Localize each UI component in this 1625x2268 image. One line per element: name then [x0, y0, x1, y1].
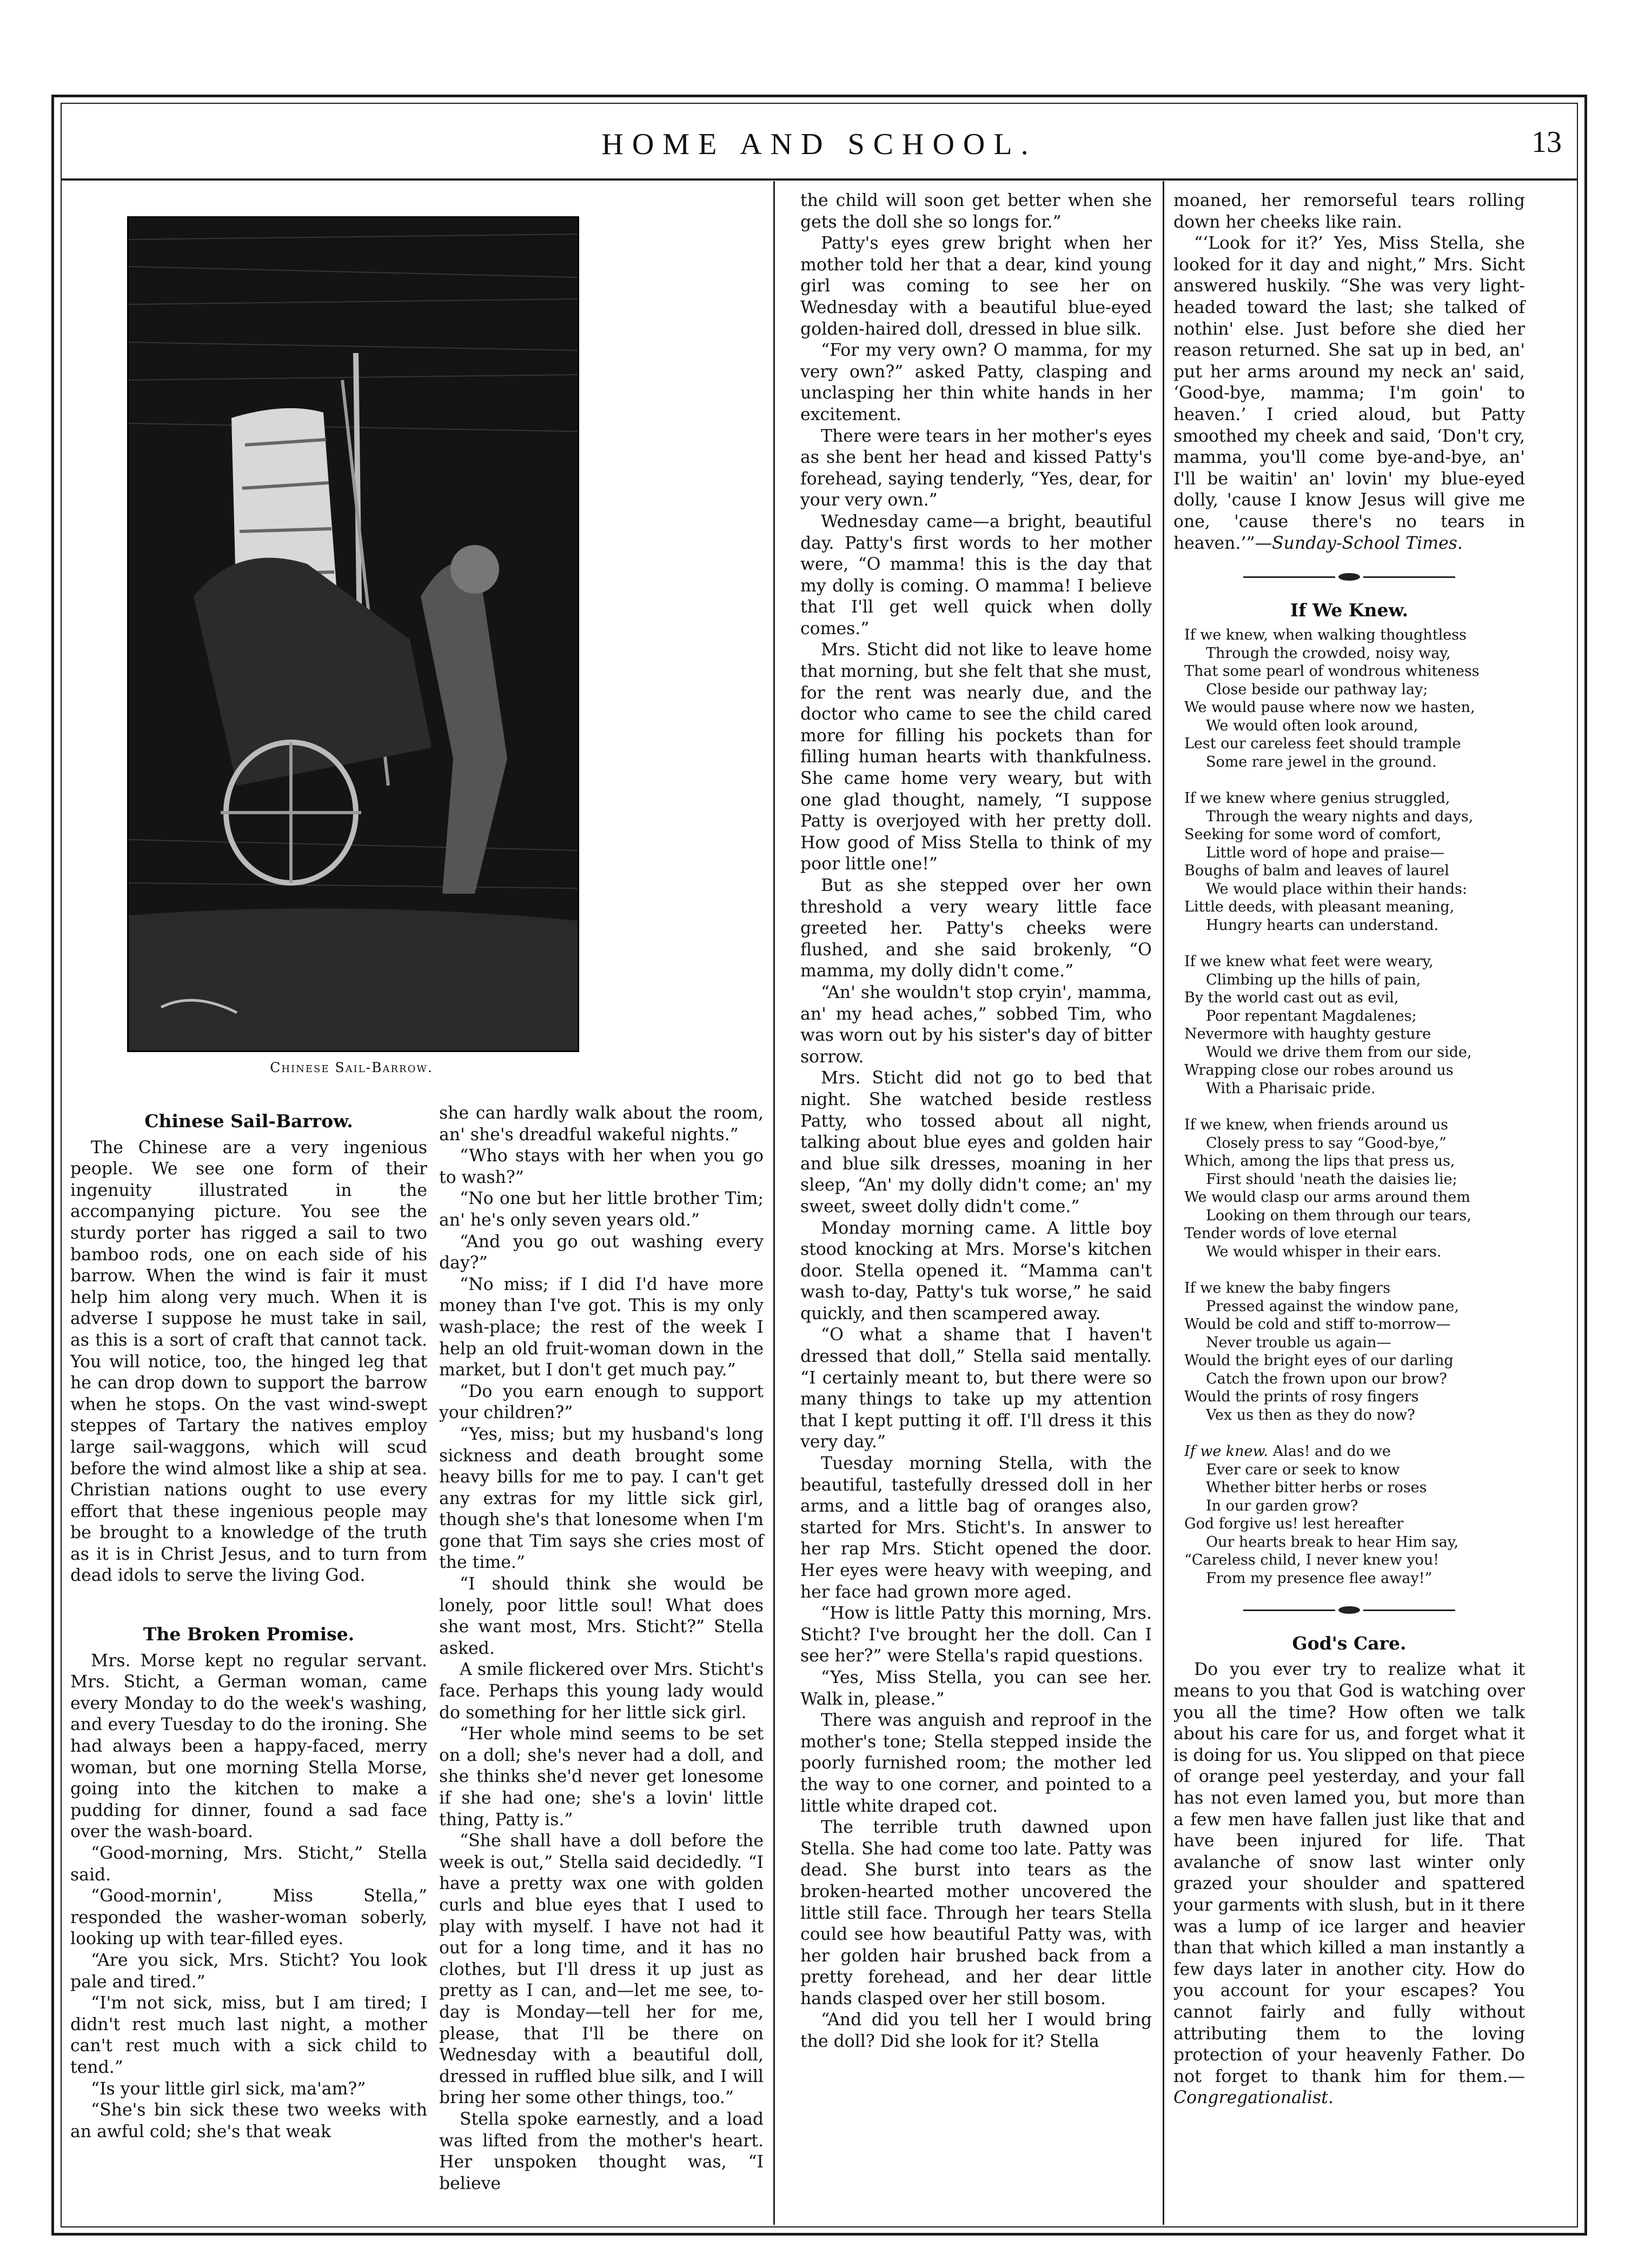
- source-credit: Congregationalist.: [1173, 2088, 1334, 2108]
- poem-line: Seeking for some word of comfort,: [1184, 826, 1442, 843]
- chinese-sail-barrow-illustration: [127, 216, 579, 1052]
- poem-line: With a Pharisaic pride.: [1206, 1080, 1376, 1097]
- paragraph: “And did you tell her I would bring the doll? Did she look for it? Stella: [800, 2010, 1152, 2052]
- poem-line: Would the prints of rosy fingers: [1184, 1388, 1419, 1406]
- poem-line: Little word of hope and praise—: [1206, 844, 1445, 861]
- paragraph: “Good-morning, Mrs. Sticht,” Stella said.: [70, 1844, 427, 1885]
- paragraph: “No miss; if I did I'd have more money than I've got. This is my only wash-place; the rest of the week I help an old fruit-woman down in the market, but I don't get much pay.”: [439, 1274, 764, 1380]
- column-4: [1173, 190, 1525, 2109]
- poem-line: Nevermore with haughty gesture: [1184, 1026, 1431, 1043]
- poem-line: We would clasp our arms around them: [1184, 1189, 1470, 1206]
- poem-line: Little deeds, with pleasant meaning,: [1184, 899, 1455, 916]
- paragraph: Mrs. Sticht did not like to leave home that morning, but she felt that she must, for the rent was nearly due, and the doctor who came to see the child cared more for filling his pockets than for filling human hearts with thankfulness. She came home very weary, but with one glad thought, namely, “I suppose Patty is overjoyed with her pretty doll. How good of Miss Stella to think of my poor little one!”: [800, 640, 1152, 874]
- poem-line: We would often look around,: [1206, 717, 1418, 734]
- poem-line: Whether bitter herbs or roses: [1206, 1479, 1427, 1497]
- paragraph: “O what a shame that I haven't dressed that doll,” Stella said mentally. “I certainly meant to, but there were so many things to take up my attention that I kept putting it off. I'll dress it this very day.”: [800, 1325, 1152, 1452]
- paragraph: “Is your little girl sick, ma'am?”: [91, 2079, 366, 2099]
- paragraph: moaned, her remorseful tears rolling down her cheeks like rain.: [1173, 191, 1525, 232]
- paragraph: “Yes, miss; but my husband's long sickness and death brought some heavy bills for me to pay. I can't get any extras for my little sick girl, though she's that lonesome when I'm gone that Tim says she cries most of the time.”: [439, 1424, 764, 1573]
- poem-line: Our hearts break to hear Him say,: [1206, 1533, 1459, 1551]
- article-heading: The Broken Promise.: [143, 1624, 355, 1645]
- column-divider: [1163, 181, 1164, 2225]
- poem-stanza: [1184, 1279, 1525, 1424]
- paragraph: she can hardly walk about the room, an' she's dreadful wakeful nights.”: [439, 1103, 764, 1145]
- paragraph: Mrs. Sticht did not go to bed that night. She watched beside restless Patty, who tossed about all night, talking about blue eyes and golden hair and blue silk dresses, moaning in her sleep, “An' my dolly didn't come; an' my sweet, sweet dolly didn't come.”: [800, 1068, 1152, 1216]
- paragraph: [1173, 233, 1525, 554]
- paragraph: “And you go out washing every day?”: [439, 1232, 764, 1273]
- paragraph: the child will soon get better when she gets the doll she so longs for.”: [800, 191, 1152, 232]
- paragraph: The Chinese are a very ingenious people. We see one form of their ingenuity illustrated in the accompanying picture. You see the sturdy porter has rigged a sail to two bamboo rods, one on each side of his barrow. When the wind is fair it must help him along very much. When it is adverse I suppose he must take in sail, as this is a sort of craft that cannot tack. You will notice, too, the hinged leg that he can drop down to support the barrow when he stops. On the vast wind-swept steppes of Tartary the natives employ large sail-waggons, which will scud before the wind almost like a ship at sea. Christian nations ought to use every effort that these ingenious people may be brought to a knowledge of the truth as it is in Christ Jesus, and to turn from dead idols to serve the living God.: [70, 1138, 427, 1586]
- column-divider: [773, 181, 775, 2225]
- poem-line: Hungry hearts can understand.: [1206, 916, 1439, 934]
- column-1: [70, 1103, 427, 2143]
- poem-line: Vex us then as they do now?: [1206, 1406, 1415, 1424]
- engraving-image: [129, 218, 578, 1050]
- paragraph: Monday morning came. A little boy stood knocking at Mrs. Morse's kitchen door. Stella opened it. “Mamma can't wash to-day, Patty's tuk worse,” he said quickly, and then scampered away.: [800, 1218, 1152, 1323]
- poem-line: Would the bright eyes of our darling: [1184, 1352, 1454, 1369]
- paragraph: “Good-mornin', Miss Stella,” responded the washer-woman soberly, looking up with tear-filled eyes.: [70, 1886, 427, 1949]
- poem-line: Close beside our pathway lay;: [1206, 681, 1428, 698]
- poem-line: Which, among the lips that press us,: [1184, 1153, 1455, 1170]
- poem: [1173, 626, 1525, 1587]
- paragraph: Tuesday morning Stella, with the beautiful, tastefully dressed doll in her arms, and a little bag of oranges also, started for Mrs. Sticht's. In answer to her rap Mrs. Sticht opened the door. Her eyes were heavy with weeping, and her face had grown more aged.: [800, 1454, 1152, 1602]
- paragraph: “She's bin sick these two weeks with an awful cold; she's that weak: [70, 2100, 427, 2141]
- poem-line: If we knew, when walking thoughtless: [1184, 627, 1467, 644]
- poem-line: Would be cold and stiff to-morrow—: [1184, 1316, 1451, 1333]
- source-credit: Sunday-School Times.: [1272, 533, 1463, 553]
- poem-line: “Careless child, I never knew you!: [1184, 1552, 1440, 1569]
- poem-line: That some pearl of wondrous whiteness: [1184, 663, 1480, 680]
- article-heading: Chinese Sail-Barrow.: [144, 1110, 353, 1132]
- paragraph: “I'm not sick, miss, but I am tired; I didn't rest much last night, a mother can't rest much with a sick child to tend.”: [70, 1993, 427, 2077]
- paragraph: Patty's eyes grew bright when her mother told her that a dear, kind young girl was coming to see her on Wednesday with a beautiful blue-eyed golden-haired doll, dressed in blue silk.: [800, 234, 1152, 339]
- ornamental-divider: [1173, 1599, 1525, 1621]
- poem-line: Tender words of love eternal: [1184, 1225, 1397, 1242]
- poem-line: Boughs of balm and leaves of laurel: [1184, 862, 1449, 880]
- header-divider: [61, 178, 1578, 181]
- poem-line: We would pause where now we hasten,: [1184, 699, 1475, 716]
- paragraph: “Who stays with her when you go to wash?”: [439, 1146, 764, 1187]
- poem-stanza: [1184, 789, 1525, 934]
- poem-line: Alas! and do we: [1272, 1443, 1391, 1460]
- paragraph: The terrible truth dawned upon Stella. She had come too late. Patty was dead. She burst into tears as the broken-hearted mother uncovered the little still face. Through her tears Stella could see how beautiful Patty was, with her golden hair brushed back from a pretty forehead, and her dear little hands clasped over her still bosom.: [800, 1818, 1152, 2008]
- paragraph: “Her whole mind seems to be set on a doll; she's never had a doll, and she thinks she'd never get lonesome if she had one; she's a lovin' little thing, Patty is.”: [439, 1724, 764, 1830]
- poem-line: Some rare jewel in the ground.: [1206, 753, 1437, 770]
- paragraph: “Are you sick, Mrs. Sticht? You look pale and tired.”: [70, 1950, 427, 1992]
- poem-line: Pressed against the window pane,: [1206, 1298, 1459, 1315]
- paragraph: “For my very own? O mamma, for my very own?” asked Patty, clasping and unclasping her thin white hands in her excitement.: [800, 341, 1152, 424]
- poem-line: Lest our careless feet should trample: [1184, 735, 1461, 753]
- poem-line: Through the crowded, noisy way,: [1206, 644, 1451, 662]
- poem-title: If We Knew.: [1290, 599, 1409, 621]
- paragraph: A smile flickered over Mrs. Sticht's face. Perhaps this young lady would do something for her little sick girl.: [439, 1660, 764, 1722]
- paragraph: Wednesday came—a bright, beautiful day. Patty's first words to her mother were, “O mamma! this is the day that my dolly is coming. O mamma! I believe that I'll get well quick when dolly comes.”: [800, 511, 1152, 639]
- poem-line: God forgive us! lest hereafter: [1184, 1515, 1404, 1533]
- poem-stanza: [1184, 953, 1525, 1098]
- poem-lead: If we knew.: [1184, 1443, 1269, 1460]
- column-2: [439, 1103, 764, 2194]
- paragraph: “No one but her little brother Tim; an' he's only seven years old.”: [439, 1189, 764, 1230]
- paragraph: [1173, 1659, 1525, 2109]
- poem-line: If we knew what feet were weary,: [1184, 953, 1434, 970]
- paragraph: “An' she wouldn't stop cryin', mamma, an' my head aches,” sobbed Tim, who was worn out by his sister's day of bitter sorrow.: [800, 982, 1152, 1067]
- poem-line: If we knew where genius struggled,: [1184, 790, 1450, 807]
- poem-stanza: [1184, 1442, 1525, 1587]
- paragraph: “Do you earn enough to support your children?”: [439, 1381, 764, 1423]
- poem-line: In our garden grow?: [1206, 1497, 1358, 1514]
- ornamental-divider: [1173, 566, 1525, 588]
- page-header: [61, 111, 1578, 181]
- poem-line: By the world cast out as evil,: [1184, 989, 1399, 1007]
- paragraph: Mrs. Morse kept no regular servant. Mrs. Sticht, a German woman, came every Monday to do the week's washing, and every Tuesday to do the ironing. She had always been a happy-faced, merry woman, but one morning Stella Morse, going into the kitchen to make a pudding for dinner, found a sad face over the wash-board.: [70, 1651, 427, 1842]
- poem-line: We would place within their hands:: [1206, 880, 1468, 897]
- poem-line: If we knew, when friends around us: [1184, 1116, 1448, 1134]
- poem-line: Ever care or seek to know: [1206, 1461, 1400, 1478]
- paragraph: There was anguish and reproof in the mother's tone; Stella stepped inside the poorly furnished room; the mother led the way to one corner, and pointed to a little white draped cot.: [800, 1711, 1152, 1816]
- poem-line: Catch the frown upon our brow?: [1206, 1370, 1447, 1387]
- column-3: [800, 190, 1152, 2053]
- poem-line: From my presence flee away!”: [1206, 1569, 1432, 1587]
- paragraph: “How is little Patty this morning, Mrs. Sticht? I've brought her the doll. Can I see her?” were Stella's rapid questions.: [800, 1604, 1152, 1666]
- illustration-caption: Chinese Sail-Barrow.: [270, 1060, 433, 1075]
- article-heading: God's Care.: [1292, 1632, 1407, 1654]
- paragraph: “Yes, Miss Stella, you can see her. Walk in, please.”: [800, 1667, 1152, 1709]
- poem-stanza: [1184, 1116, 1525, 1261]
- page-number: 13: [1531, 125, 1562, 159]
- poem-line: Wrapping close our robes around us: [1184, 1062, 1454, 1079]
- poem-line: Never trouble us again—: [1206, 1334, 1391, 1351]
- poem-line: Poor repentant Magdalenes;: [1206, 1007, 1417, 1025]
- masthead-title: HOME AND SCHOOL.: [601, 128, 1037, 161]
- poem-line: Climbing up the hills of pain,: [1206, 971, 1421, 988]
- poem-line: First should 'neath the daisies lie;: [1206, 1170, 1457, 1188]
- poem-line: We would whisper in their ears.: [1206, 1243, 1442, 1260]
- poem-line: Would we drive them from our side,: [1206, 1043, 1472, 1061]
- poem-line: If we knew the baby fingers: [1184, 1280, 1391, 1297]
- poem-line: Closely press to say “Good-bye,”: [1206, 1134, 1447, 1152]
- paragraph: Stella spoke earnestly, and a load was lifted from the mother's heart. Her unspoken thought was, “I believe: [439, 2109, 764, 2193]
- paragraph: There were tears in her mother's eyes as she bent her head and kissed Patty's forehead, saying tenderly, “Yes, dear, for your very own.”: [800, 426, 1152, 510]
- paragraph: “I should think she would be lonely, poor little soul! What does she want most, Mrs. Sticht?” Stella asked.: [439, 1574, 764, 1658]
- paragraph-text: Do you ever try to realize what it means to you that God is watching over you all the time? How often we talk about his care for us, and forget what it is doing for us. You slipped on that piece of orange peel yesterday, and your fall has not even lamed you, but more than a few men have fallen just like that and have been injured for life. That avalanche of snow last winter only grazed your shoulder and spattered your garments with slush, but in it there was a lump of ice larger and heavier than that which killed a man instantly a few days later in another city. How do you account for your escapes? You cannot fairly and fully without attributing them to the loving protection of your heavenly Father. Do not forget to thank him for them.—: [1173, 1660, 1525, 2086]
- paragraph: But as she stepped over her own threshold a very weary little face greeted her. Patty's cheeks were flushed, and she said brokenly, “O mamma, my dolly didn't come.”: [800, 876, 1152, 981]
- poem-line: Through the weary nights and days,: [1206, 808, 1474, 825]
- poem-line: Looking on them through our tears,: [1206, 1207, 1471, 1224]
- paragraph: “She shall have a doll before the week is out,” Stella said decidedly. “I have a pretty wax one with golden curls and blue eyes that I used to play with myself. I have not had it out for a long time, and it has no clothes, but I'll dress it up just as pretty as I can, and—let me see, to-day is Monday—tell her for me, please, that I'll be there on Wednesday with a beautiful doll, dressed in ruffled blue silk, and I will bring her some other things, too.”: [439, 1831, 764, 2108]
- paragraph-text: “‘Look for it?’ Yes, Miss Stella, she looked for it day and night,” Mrs. Sicht answered huskily. “She was very light-headed toward the last; she talked of nothin' else. Just before she died her reason returned. She sat up in bed, an' put her arms around my neck an' said, ‘Good-bye, mamma; I'm goin' to heaven.’ I cried aloud, but Patty smoothed my cheek and said, ‘Don't cry, mamma, you'll come bye-and-bye, an' I'll be waitin' an' lovin' my blue-eyed dolly, 'cause I know Jesus will give me one, 'cause there's no tears in heaven.’”—: [1173, 234, 1525, 553]
- poem-stanza: [1184, 626, 1525, 771]
